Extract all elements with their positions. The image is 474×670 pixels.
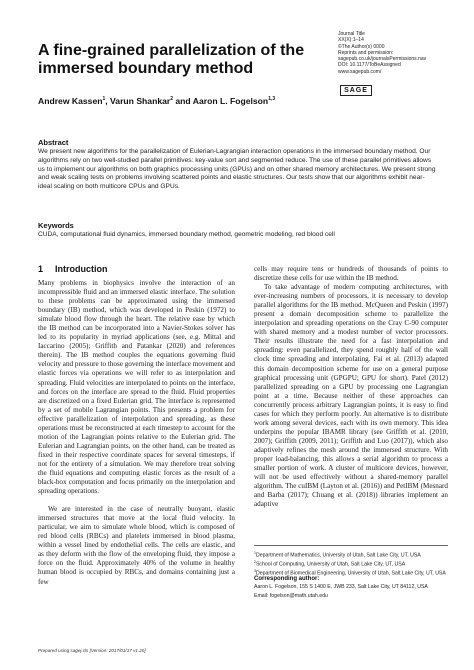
- footnote-mark: 2: [254, 560, 256, 565]
- author-separator: ,: [105, 96, 111, 106]
- section-heading: [38, 264, 108, 274]
- author-separator: and: [173, 96, 193, 106]
- journal-copyright: ©The Author(s) 0000: [338, 43, 385, 50]
- footnote: [254, 559, 454, 568]
- paragraph: Many problems in biophysics involve the interaction of an incompressible fluid and an immersed elastic interface. The solution to these problems can be approximated using the immersed boundary (IB) method, which was developed in Peskin (1972) to simulate blood flow through the heart. The relative ease by which the IB method can be incorporated into a Navier-Stokes solver has led to its popularity in myriad applications (see, e.g. Mittal and Iaccarino (2005); Griffith and Patankar (2020) and references therein). The IB method couples the equations governing fluid velocity and pressure to those governing the interface movement and elastic forces via operations we will refer to as interpolation and spreading. Fluid velocities are interpolated to points on the interface, and forces on the interface are spread to the fluid. Fluid properties are discretized on a fixed Eulerian grid. The interface is represented by a set of mobile Lagrangian points. This presents a problem for effective parallelization of interpolation and spreading, as these operations must be reconstructed at each timestep to account for the motion of the Lagrangian points relative to the Eulerian grid. The Eulerian and Lagrangian points, on the other hand, can be treated as fixed in their respective coordinate spaces for several timesteps, if not for the entirety of a simulation. We may therefore treat solving the fluid equations and computing elastic forces as the result of a black-box computation and focus primarily on the interpolation and spreading operations.: [38, 279, 235, 496]
- author-affiliation-mark: 1: [102, 96, 106, 103]
- footnote-text: Department of Biomedical Engineering, University of Utah, Salt Lake City, UT, USA: [255, 571, 446, 578]
- journal-name: Journal Title: [338, 31, 365, 37]
- sage-logo: SAGE: [340, 85, 372, 96]
- author-affiliation-mark: 1,3: [268, 96, 276, 103]
- page-footer: Prepared using sagej.cls [Version: 2017/01/17 v1.20]: [38, 648, 146, 653]
- corresponding-email: Email: fogelson@math.utah.edu: [254, 592, 328, 599]
- left-column: [38, 279, 235, 587]
- affiliation-footnotes: [254, 550, 454, 578]
- author-name: Varun Shankar: [110, 96, 171, 106]
- footnote: [254, 550, 454, 559]
- footnote-text: Department of Mathematics, University of Utah, Salt Lake City, UT, USA: [255, 552, 421, 559]
- footnote-text: School of Computing, University of Utah, Salt Lake City, UT, USA: [255, 561, 406, 568]
- corresponding-address: Aaron L. Fogelson, 155 S 1400 E, JWB 233, Salt Lake City, UT 84112, USA: [254, 584, 428, 590]
- paragraph: To take advantage of modern computing architectures, with ever-increasing numbers of processors, it is necessary to develop parallel algorithms for the IB method. McQueen and Peskin (1997) present a domain decomposition scheme to parallelize the interpolation and spreading operations on the Cray C-90 computer with shared memory and a modest number of vector processors. Their results illustrate the need for a fast interpolation and spreading: even parallelized, they spend roughly half of the wall clock time spreading and interpolating. Fai et al. (2013) adapted this domain decomposition scheme for use on a general purpose graphical processing unit (GPGPU; GPU for short). Patel (2012) parallelized spreading on a GPU by processing one Lagrangian point at a time. Because neither of these approaches can concurrently process arbitrary Lagrangian points, it is easy to find cases for which they perform poorly. An alternative is to distribute work among several devices, each with its own memory. This idea underpins the popular IBAMR library (see Griffith et al. (2010, 2007); Griffith (2009, 2011); Griffith and Luo (2017)), which also adaptively refines the mesh around the immersed structure. With proper load-balancing, this allows a serial algorithm to process a smaller portion of work. A cluster of multicore devices, however, will not be used effectively without a shared-memory parallel algorithm. The cuIBM (Layton et al. (2016)) and PetIBM (Mesnard and Barba (2017); Chuang et al. (2018)) libraries implement an adaptive: [254, 283, 448, 509]
- keywords-text: CUDA, computational fluid dynamics, immersed boundary method, geometric modeling, red blood cell: [38, 231, 335, 238]
- paragraph: We are interested in the case of neutrally buoyant, elastic immersed structures that move at the local fluid velocity. In particular, we aim to simulate whole blood, which is composed of red blood cells (RBCs) and platelets immersed in blood plasma, within a vessel lined by endothelial cells. The cells are elastic, and as they deform with the flow of the enveloping fluid, they impose a force on the fluid. Approximately 40% of the volume in healthy human blood is occupied by RBCs, and domains containing just a few: [38, 505, 235, 586]
- author-list: [38, 96, 438, 106]
- abstract-text: We present new algorithms for the parallelization of Eulerian-Lagrangian interaction operations in the immersed boundary method. Our algorithms rely on two well-studied parallel primitives: key-value sort and segmented reduce. The use of these parallel primitives allows us to implement our algorithms on both graphics processing units (GPUs) and on other shared memory architectures. We present strong and weak scaling tests on problems involving scattered points and elastic structures. Our tests show that our algorithms exhibit near-ideal scaling on both multicore CPUs and GPUs.: [38, 148, 436, 191]
- footnote-mark: 1: [254, 551, 256, 555]
- author-name: Aaron L. Fogelson: [192, 96, 269, 106]
- paper-title: A fine-grained parallelization of the immersed boundary method: [38, 42, 305, 77]
- corresponding-author-details: [254, 584, 454, 599]
- section-title: Introduction: [55, 264, 108, 274]
- keywords-heading: Keywords: [38, 221, 74, 230]
- section-number: 1: [38, 264, 44, 274]
- journal-site: www.sagepub.com/: [338, 68, 382, 75]
- abstract-heading: Abstract: [38, 138, 69, 147]
- right-column: [254, 265, 448, 509]
- journal-reprints-url: sagepub.co.uk/journalsPermissions.nav: [338, 56, 427, 63]
- journal-reprints-label: Reprints and permission:: [338, 49, 394, 56]
- paragraph: cells may require tens or hundreds of thousands of points to discretize these cells for use within the IB method.: [254, 265, 448, 283]
- journal-doi: DOI: 10.1177/ToBeAssigned: [338, 62, 401, 69]
- author-affiliation-mark: 2: [170, 96, 174, 103]
- author-name: Andrew Kassen: [38, 96, 103, 106]
- journal-info: [338, 31, 463, 75]
- journal-volume: XX(X):1–14: [338, 37, 364, 44]
- corresponding-author-heading: Corresponding author:: [254, 576, 320, 582]
- footnote-mark: 3: [254, 569, 256, 574]
- footnote-divider: [254, 545, 448, 546]
